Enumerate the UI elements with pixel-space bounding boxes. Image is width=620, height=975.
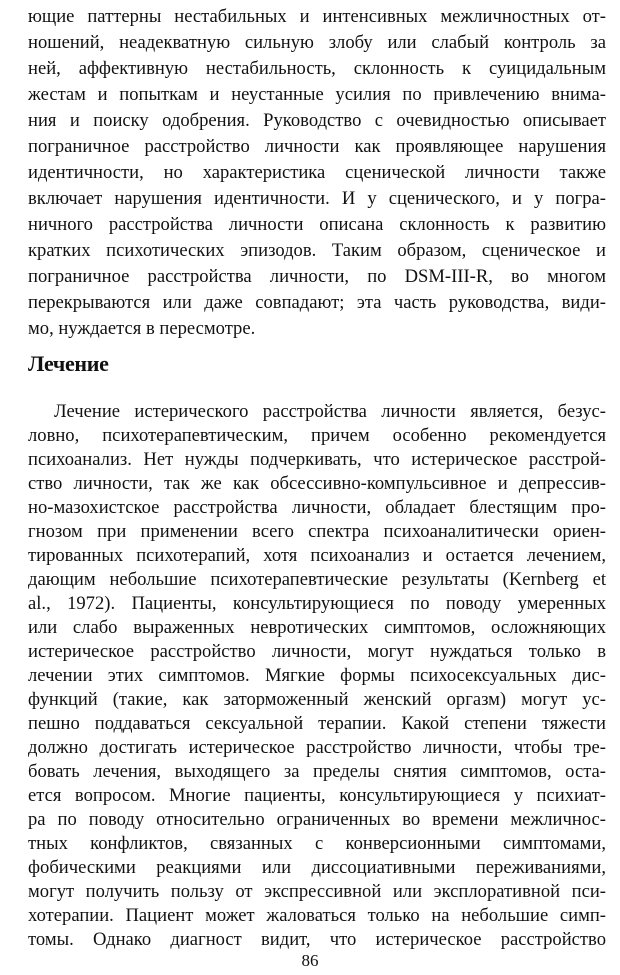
text-line: бовать лечения, выходящего за пределы снятия симптомов, оста- [28, 761, 606, 782]
text-line: дающим небольшие психотерапевтические результаты (Kernberg et [28, 569, 606, 590]
text-line: ния и поиску одобрения. Руководство с очевидностью описывает [28, 110, 606, 131]
section-heading: Лечение [28, 351, 109, 376]
text-line: ничного расстройства личности описана склонность к развитию [28, 214, 606, 235]
text-line: ловно, психотерапевтическим, причем особенно рекомендуется [28, 425, 606, 446]
text-line: истерическое расстройство личности, могут нуждаться только в [28, 641, 606, 662]
text-line: жестам и попыткам и неустанные усилия по привлечению внима- [28, 84, 606, 105]
text-line: хотерапии. Пациент может жаловаться только на небольшие симп- [28, 905, 606, 926]
text-line: ство личности, так же как обсессивно-компульсивное и депрессив- [28, 473, 606, 494]
text-line: тированных психотерапий, хотя психоанализ и остается лечением, [28, 545, 606, 566]
text-line: пограничное расстройства личности, по DSM-III-R, во многом [28, 266, 606, 287]
text-line: лечении этих симптомов. Мягкие формы психосексуальных дис- [28, 665, 606, 686]
text-line: кратких психотических эпизодов. Таким образом, сценическое и [28, 240, 606, 261]
text-line: гнозом при применении всего спектра психоаналитически ориен- [28, 521, 606, 542]
text-line: Лечение истерического расстройства личности является, безус- [54, 401, 606, 422]
text-line: ющие паттерны нестабильных и интенсивных межличностных от- [28, 6, 606, 27]
text-line: могут получить пользу от экспрессивной или эксплоративной пси- [28, 881, 606, 902]
text-line: или слабо выраженных невротических симптомов, осложняющих [28, 617, 606, 638]
text-line: ней, аффективную нестабильность, склонность к суицидальным [28, 58, 606, 79]
text-line: тных конфликтов, связанных с конверсионными симптомами, [28, 833, 606, 854]
text-line: идентичности, но характеристика сценической личности также [28, 162, 606, 183]
text-line: функций (такие, как заторможенный женский оргазм) могут ус- [28, 689, 606, 710]
text-line: психоанализ. Нет нужды подчеркивать, что истерическое расстрой- [28, 449, 606, 470]
text-line: al., 1972). Пациенты, консультирующиеся по поводу умеренных [28, 593, 606, 614]
text-line: но-мазохистское расстройства личности, обладает блестящим про- [28, 497, 606, 518]
text-line: пограничное расстройство личности как проявляющее нарушения [28, 136, 606, 157]
text-line: пешно поддаваться сексуальной терапии. Какой степени тяжести [28, 713, 606, 734]
page-number: 86 [301, 951, 319, 970]
text-line: должно достигать истерическое расстройство личности, чтобы тре- [28, 737, 606, 758]
text-line: томы. Однако диагност видит, что истерическое расстройство [28, 929, 606, 950]
text-line: ношений, неадекватную сильную злобу или слабый контроль за [28, 32, 606, 53]
text-line: фобическими реакциями или диссоциативными переживаниями, [28, 857, 606, 878]
text-line: ра по поводу относительно ограниченных во времени межличнос- [28, 809, 606, 830]
text-line: включает нарушения идентичности. И у сценического, и у погра- [28, 188, 606, 209]
text-line: мо, нуждается в пересмотре. [28, 318, 256, 339]
text-line: ется вопросом. Многие пациенты, консультирующиеся у психиат- [28, 785, 606, 806]
text-line: перекрываются или даже совпадают; эта часть руководства, види- [28, 292, 606, 313]
